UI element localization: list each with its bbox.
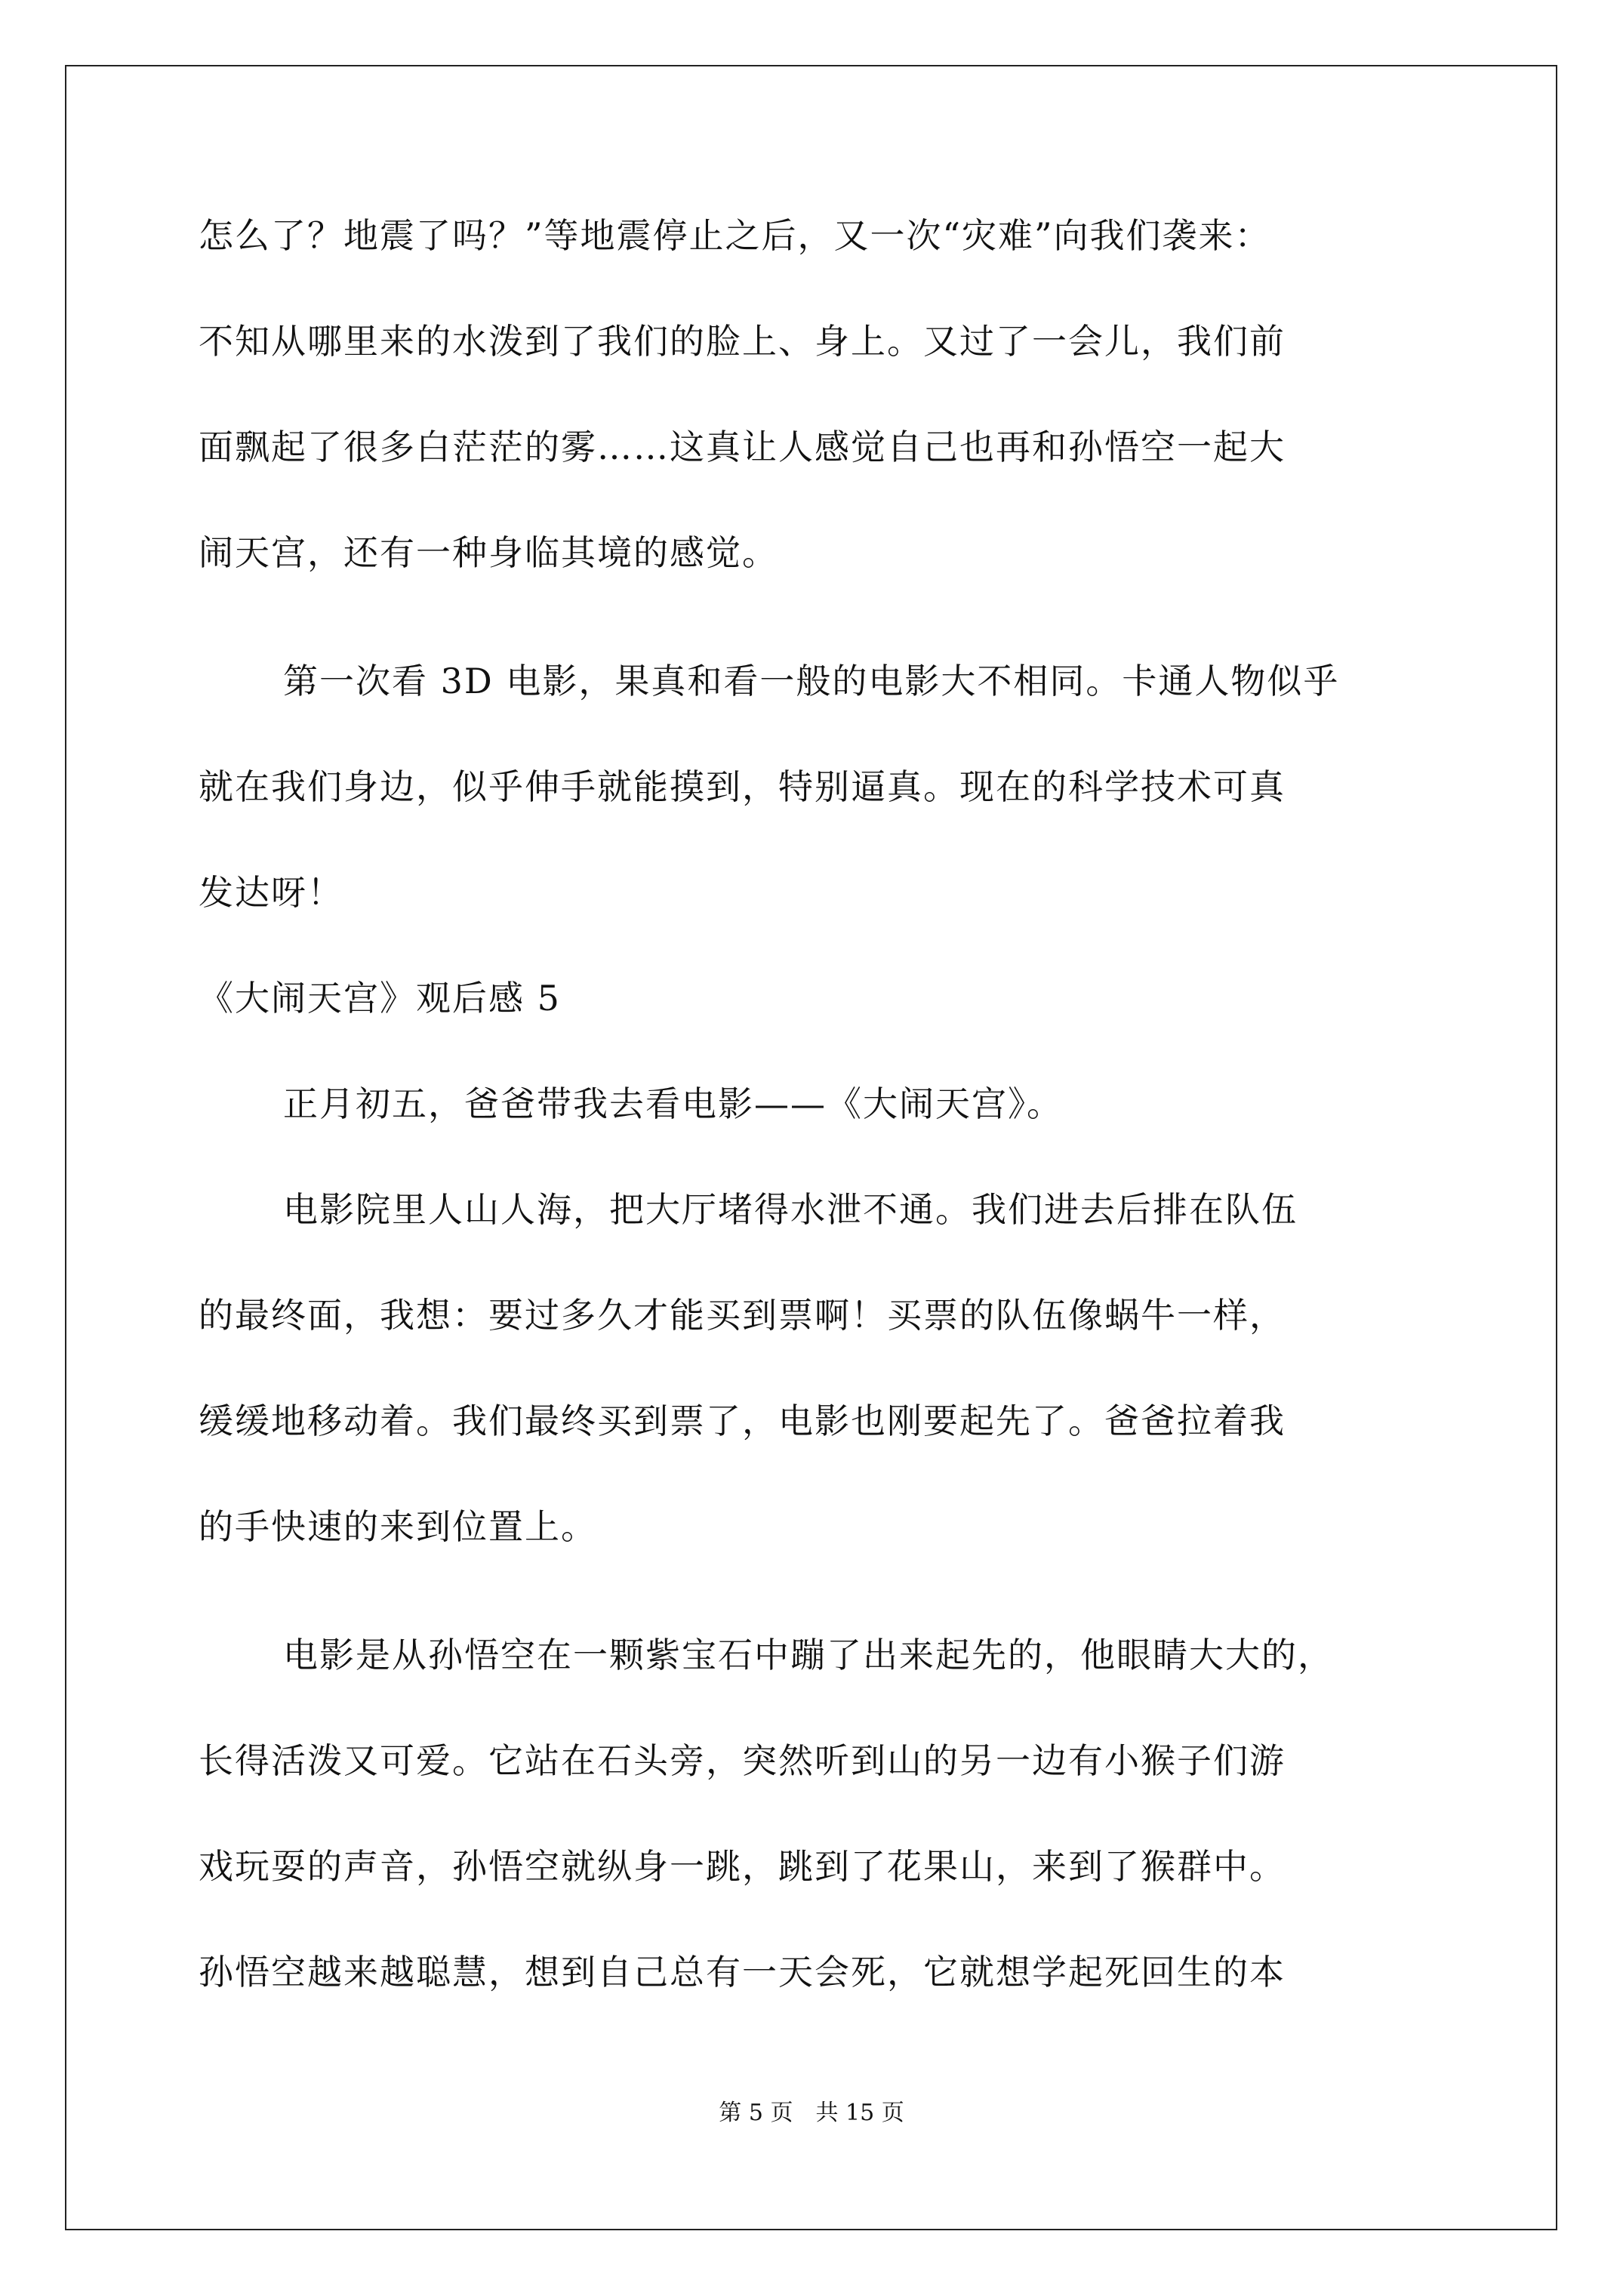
- text-line: 缓缓地移动着。我们最终买到票了，电影也刚要起先了。爸爸拉着我: [199, 1401, 1286, 1441]
- text-line: 孙悟空越来越聪慧，想到自己总有一天会死，它就想学起死回生的本: [199, 1952, 1286, 1992]
- text-line: 戏玩耍的声音，孙悟空就纵身一跳，跳到了花果山，来到了猴群中。: [199, 1846, 1286, 1887]
- paragraph-first-line: 电影院里人山人海，把大厅堵得水泄不通。我们进去后排在队伍: [283, 1189, 1298, 1230]
- paragraph-first-line: 电影是从孙悟空在一颗紫宝石中蹦了出来起先的，他眼睛大大的，: [283, 1635, 1334, 1675]
- text-line: 面飘起了很多白茫茫的雾……这真让人感觉自己也再和孙悟空一起大: [199, 427, 1286, 467]
- page-border: [65, 65, 1557, 2230]
- text-line: 的最终面，我想：要过多久才能买到票啊！买票的队伍像蜗牛一样，: [199, 1295, 1286, 1336]
- text-line: 怎么了？地震了吗？”等地震停止之后，又一次“灾难”向我们袭来：: [199, 215, 1271, 256]
- page-number-footer: 第 5 页 共 15 页: [719, 2100, 904, 2126]
- section-heading: 《大闹天宫》观后感 5: [199, 978, 561, 1019]
- text-line: 发达呀！: [199, 872, 343, 913]
- paragraph-first-line: 第一次看 3D 电影，果真和看一般的电影大不相同。卡通人物似乎: [283, 661, 1340, 701]
- text-line: 长得活泼又可爱。它站在石头旁，突然听到山的另一边有小猴子们游: [199, 1740, 1286, 1781]
- text-line: 不知从哪里来的水泼到了我们的脸上、身上。又过了一会儿，我们前: [199, 321, 1286, 362]
- paragraph-first-line: 正月初五，爸爸带我去看电影——《大闹天宫》。: [283, 1083, 1063, 1124]
- text-line: 闹天宫，还有一种身临其境的感觉。: [199, 532, 778, 573]
- text-line: 的手快速的来到位置上。: [199, 1506, 597, 1547]
- text-line: 就在我们身边，似乎伸手就能摸到，特别逼真。现在的科学技术可真: [199, 766, 1286, 807]
